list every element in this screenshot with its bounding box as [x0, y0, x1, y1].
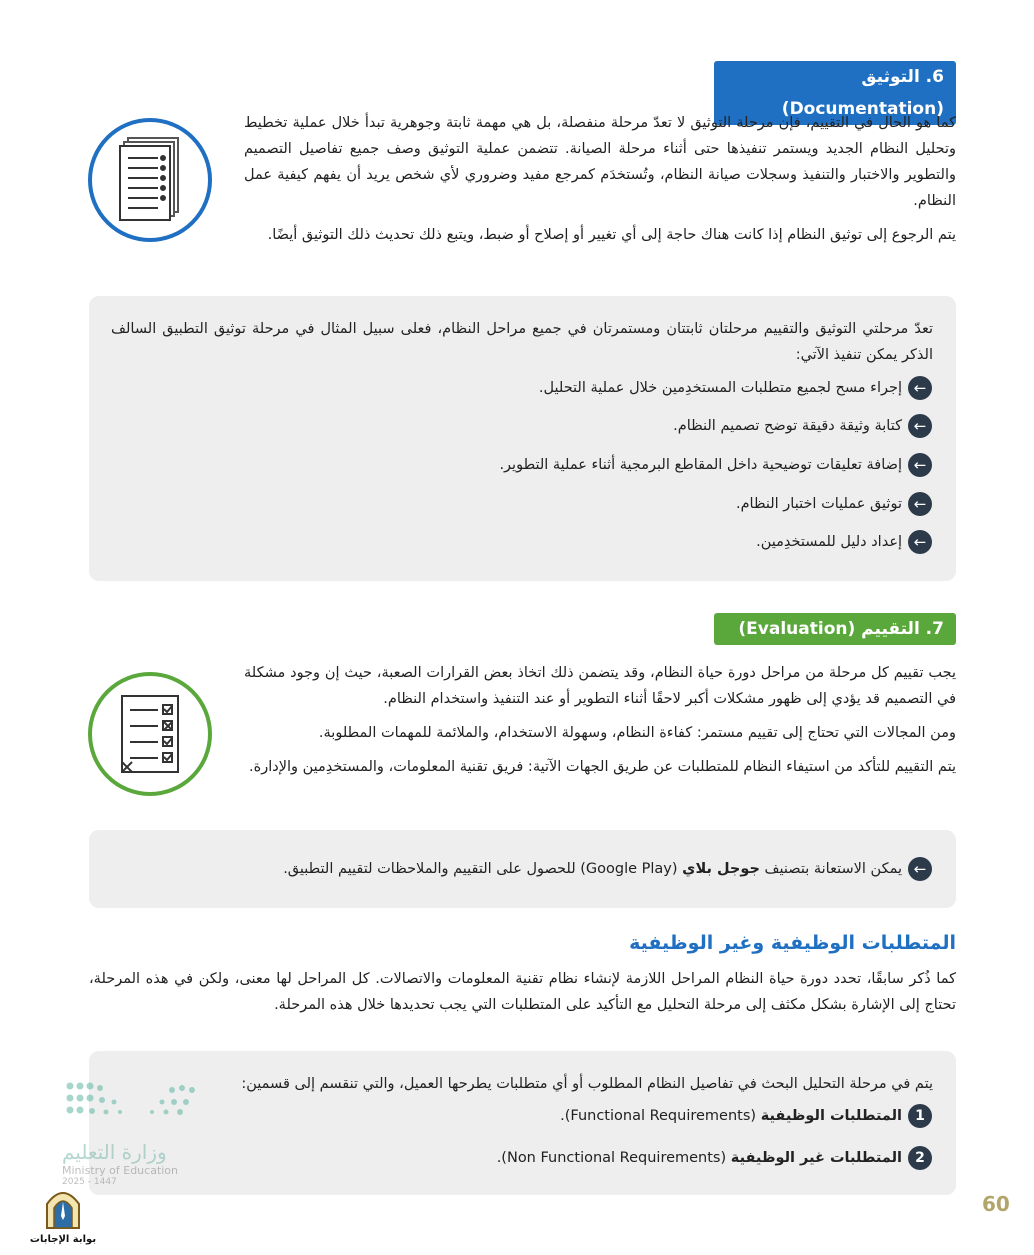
- site-logo: بوابة الإجابات: [28, 1186, 98, 1248]
- ministry-watermark: [62, 1078, 202, 1198]
- section-7-title: 7. التقييم (Evaluation): [714, 613, 956, 645]
- arrow-left-icon: ←: [908, 414, 932, 438]
- page-number: 60: [982, 1192, 1010, 1216]
- arrow-left-icon: ←: [908, 492, 932, 516]
- list-item: 1 المتطلبات الوظيفية (Functional Requirements).: [560, 1104, 932, 1128]
- list-item: ← يمكن الاستعانة بتصنيف جوجل بلاي (Google Play) للحصول على التقييم والملاحظات لتقييم التطبيق.: [283, 857, 932, 881]
- list-item: ← توثيق عمليات اختبار النظام.: [736, 492, 932, 516]
- section-6-paragraph-1: كما هو الحال في التقييم، فإن مرحلة التوثيق لا تعدّ مرحلة منفصلة، بل هي مهمة ثابتة وجوهرية تبدأ خلال عملية تخطيط وتحليل النظام الجديد ويستمر تنفيذها حتى أثناء مرحلة الصيانة. تتضمن عملية التوثيق وصف جميع تفاصيل التصميم والتطوير والاختبار والتنفيذ وسجلات صيانة النظام، وتُستخدَم كمرجع مفيد وضروري لأي شخص يريد أن يفهم كيفية عمل النظام.: [244, 115, 956, 209]
- requirements-paragraph: كما ذُكر سابقًا، تحدد دورة حياة النظام المراحل اللازمة لإنشاء نظام تقنية المعلومات والاتصالات. كل المراحل لها معنى، ولكن في هذه المرحلة، تحتاج إلى الإشارة بشكل مكثف إلى مرحلة التحليل مع التأكيد على المتطلبات التي يجب تحديدها خلال هذه المرحلة.: [89, 971, 956, 1013]
- mosque-gate-icon: [43, 1186, 83, 1230]
- list-item: 2 المتطلبات غير الوظيفية (Non Functional Requirements).: [497, 1146, 932, 1170]
- list-item: ← إجراء مسح لجميع متطلبات المستخدِمين خلال عملية التحليل.: [539, 376, 932, 400]
- arrow-left-icon: ←: [908, 530, 932, 554]
- requirements-section-title: المتطلبات الوظيفية وغير الوظيفية: [629, 932, 956, 954]
- arrow-left-icon: ←: [908, 857, 932, 881]
- ministry-name-en: Ministry of Education: [62, 1164, 179, 1177]
- ministry-year: 2025 - 1447: [62, 1177, 117, 1187]
- section-6-paragraph-2: يتم الرجوع إلى توثيق النظام إذا كانت هناك حاجة إلى أي تغيير أو إصلاح أو ضبط، ويتبع ذلك تحديث ذلك التوثيق أيضًا.: [267, 227, 956, 243]
- section-6-title: 6. التوثيق (Documentation): [714, 61, 956, 125]
- checklist-icon: [88, 672, 212, 796]
- section-7-paragraph-2: ومن المجالات التي تحتاج إلى تقييم مستمر: كفاءة النظام، وسهولة الاستخدام، والملائمة للمهمات المطلوبة.: [318, 725, 956, 741]
- ministry-logo-icon: [62, 1078, 202, 1136]
- section-7-paragraph-3: يتم التقييم للتأكد من استيفاء النظام للمتطلبات عن طريق الجهات الآتية: فريق تقنية المعلومات، والمستخدِمين والإدارة.: [249, 759, 956, 775]
- box-3-intro: يتم في مرحلة التحليل البحث في تفاصيل النظام المطلوب أو أي متطلبات يطرحها العميل، والتي تنقسم إلى قسمين:: [241, 1076, 933, 1092]
- list-item: ← إضافة تعليقات توضيحية داخل المقاطع البرمجية أثناء عملية التطوير.: [499, 453, 932, 477]
- requirements-types-box: [89, 1051, 956, 1195]
- box-1-intro: تعدّ مرحلتي التوثيق والتقييم مرحلتان ثابتتان ومستمرتان في جميع مراحل النظام، فعلى سبيل المثال في مرحلة توثيق التطبيق السالف الذكر يمكن تنفيذ الآتي:: [111, 321, 933, 363]
- section-7-paragraph-1: يجب تقييم كل مرحلة من مراحل دورة حياة النظام، وقد يتضمن ذلك اتخاذ بعض القرارات الصعبة، حيث إن وجود مشكلة في التصميم قد يؤدي إلى ظهور مشكلات أكبر لاحقًا أثناء التطوير أو عند التنفيذ واستخدام النظام.: [244, 665, 956, 707]
- ministry-name-ar: وزارة التعليم: [62, 1140, 167, 1164]
- documentation-examples-box: [89, 296, 956, 581]
- arrow-left-icon: ←: [908, 376, 932, 400]
- document-icon: [88, 118, 212, 242]
- arrow-left-icon: ←: [908, 453, 932, 477]
- google-play-tip-box: [89, 830, 956, 908]
- list-item: ← إعداد دليل للمستخدِمين.: [756, 530, 932, 554]
- list-item: ← كتابة وثيقة دقيقة توضح تصميم النظام.: [673, 414, 932, 438]
